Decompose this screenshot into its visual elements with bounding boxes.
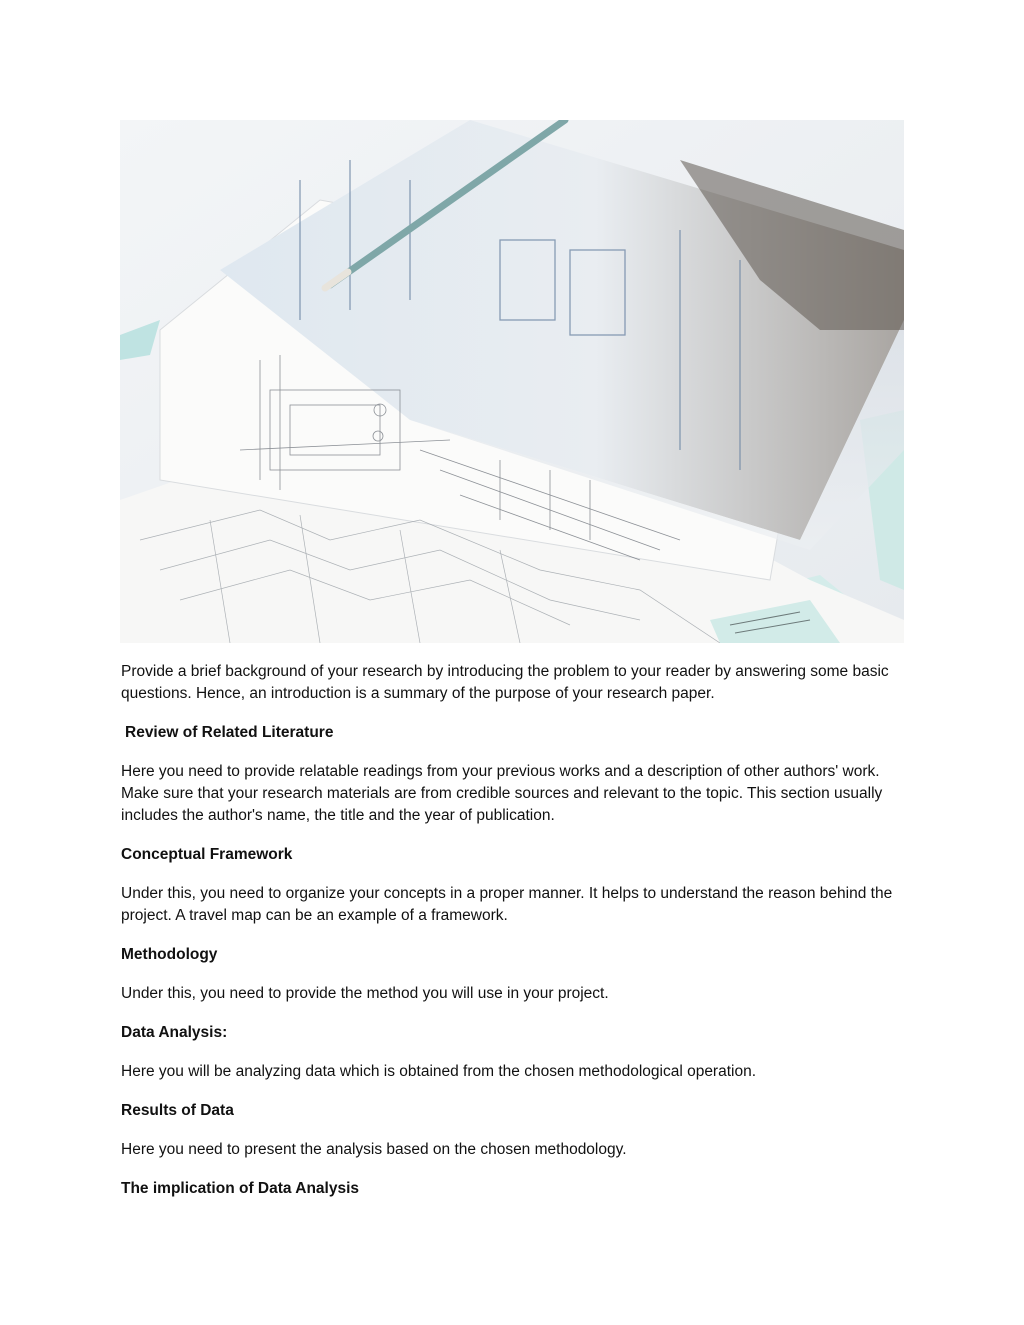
rrl-heading: Review of Related Literature bbox=[125, 724, 334, 741]
data-analysis-paragraph: Here you will be analyzing data which is obtained from the chosen methodological operation. bbox=[121, 1063, 757, 1080]
intro-paragraph: Provide a brief background of your research by introducing the problem to your reader by answering some basic questions. Hence, an introduction is a summary of the purpose of your research paper. bbox=[121, 663, 889, 702]
methodology-paragraph: Under this, you need to provide the method you will use in your project. bbox=[121, 985, 609, 1002]
framework-heading: Conceptual Framework bbox=[121, 846, 293, 863]
implication-heading: The implication of Data Analysis bbox=[121, 1180, 360, 1197]
document-body bbox=[121, 661, 905, 1217]
methodology-heading: Methodology bbox=[121, 946, 218, 963]
results-paragraph: Here you need to present the analysis based on the chosen methodology. bbox=[121, 1141, 627, 1158]
framework-paragraph: Under this, you need to organize your concepts in a proper manner. It helps to understand the reason behind the project. A travel map can be an example of a framework. bbox=[121, 885, 893, 924]
rrl-paragraph: Here you need to provide relatable readings from your previous works and a description of other authors' work. Make sure that your research materials are from credible sources and relevant to the topic. This section usually includes the author's name, the title and the year of publication. bbox=[121, 763, 883, 824]
results-heading: Results of Data bbox=[121, 1102, 234, 1119]
blueprint-illustration bbox=[120, 120, 904, 643]
data-analysis-heading: Data Analysis: bbox=[121, 1024, 228, 1041]
architecture-blueprints-photo bbox=[120, 120, 904, 643]
